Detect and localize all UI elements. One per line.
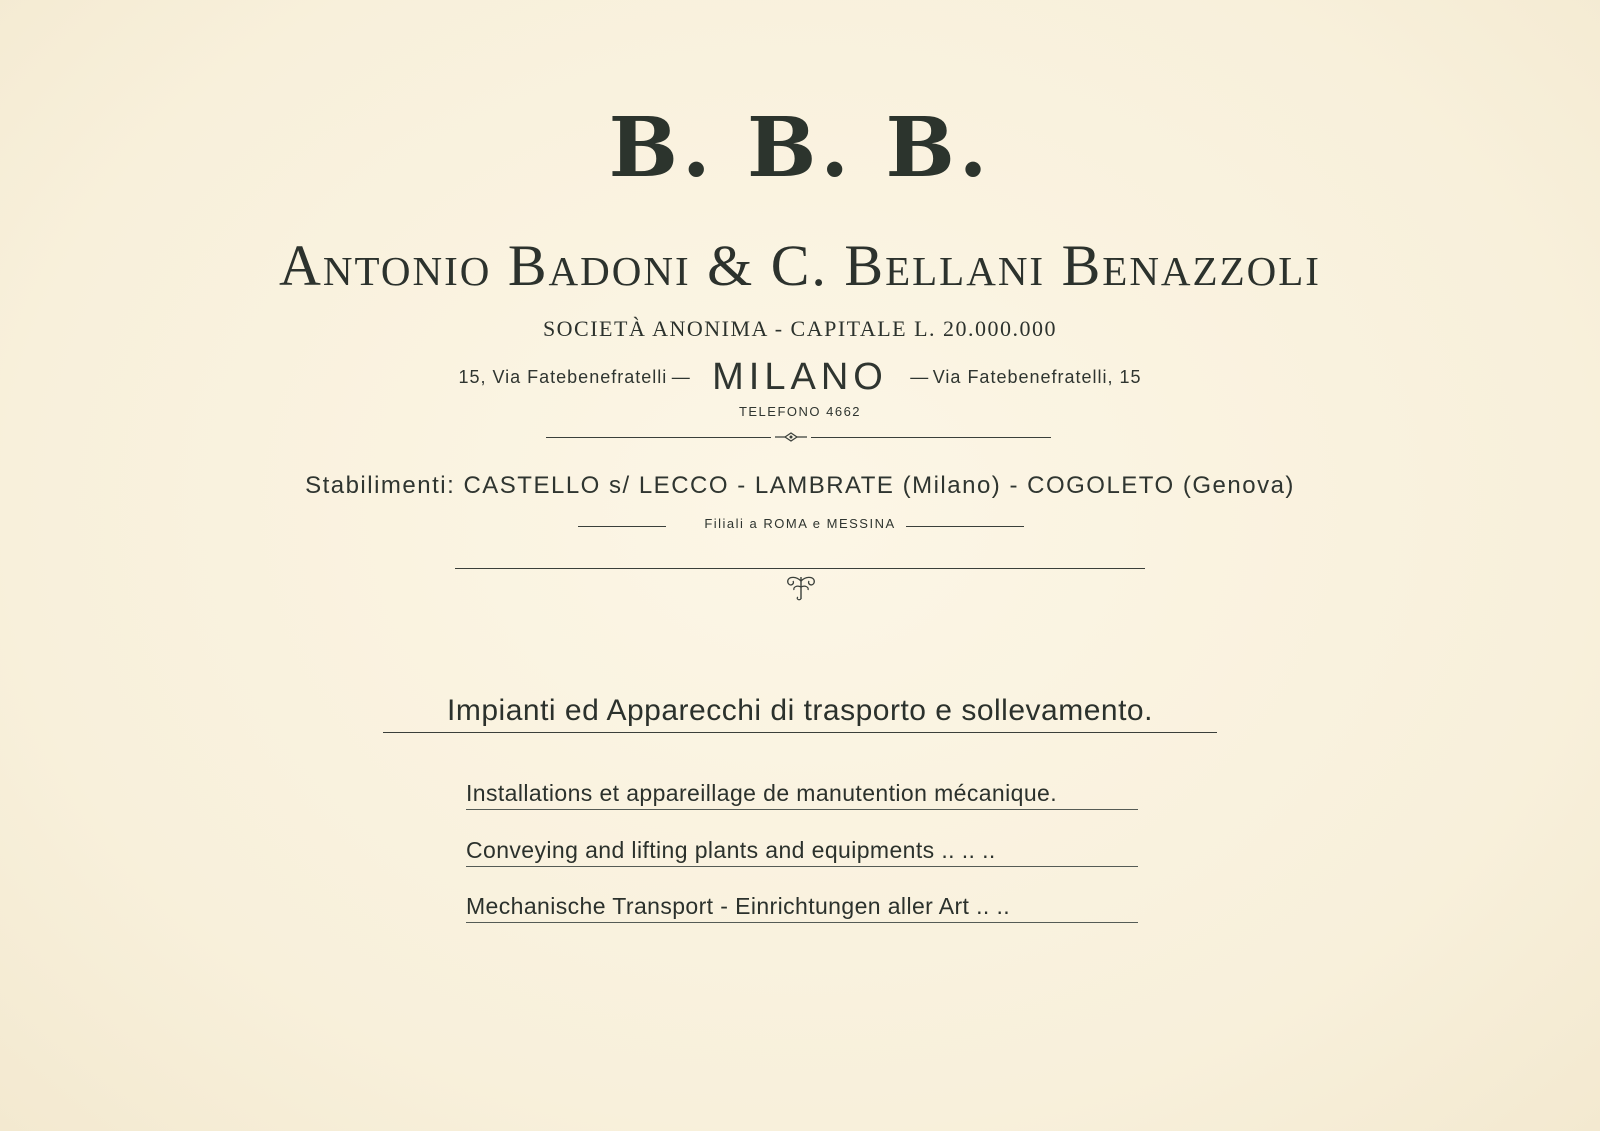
address-dash-left: — [671,367,690,387]
telephone-number: TELEFONO 4662 [738,404,862,419]
divider-rule-right [811,437,1051,438]
branches-rule-right [906,526,1024,527]
address-right: Via Fatebenefratelli, 15 [932,367,1142,387]
products-english: Conveying and lifting plants and equipments .. .. .. [466,837,1138,867]
city-name: MILANO [712,356,888,398]
divider-rule-left [546,437,771,438]
products-german: Mechanische Transport - Einrichtungen aller Art .. .. [466,893,1138,923]
products-headline: Impianti ed Apparecchi di trasporto e sollevamento. [383,694,1217,733]
products-french: Installations et appareillage de manutention mécanique. [466,780,1138,810]
small-flourish-icon [773,430,809,444]
scroll-ornament-icon [780,573,822,603]
company-address [0,356,1600,399]
address-left: 15, Via Fatebenefratelli [458,367,668,387]
company-name: Antonio Badoni & C. Bellani Benazzoli [279,233,1321,298]
factories-list: Stabilimenti: CASTELLO s/ LECCO - LAMBRATE (Milano) - COGOLETO (Genova) [305,472,1295,499]
address-dash-right: — [910,367,929,387]
company-monogram: B. B. B. [608,100,992,196]
section-divider [455,568,1145,569]
company-legal-form: SOCIETÀ ANONIMA - CAPITALE L. 20.000.000 [542,316,1058,341]
branches-list: Filiali a ROMA e MESSINA [704,516,896,531]
